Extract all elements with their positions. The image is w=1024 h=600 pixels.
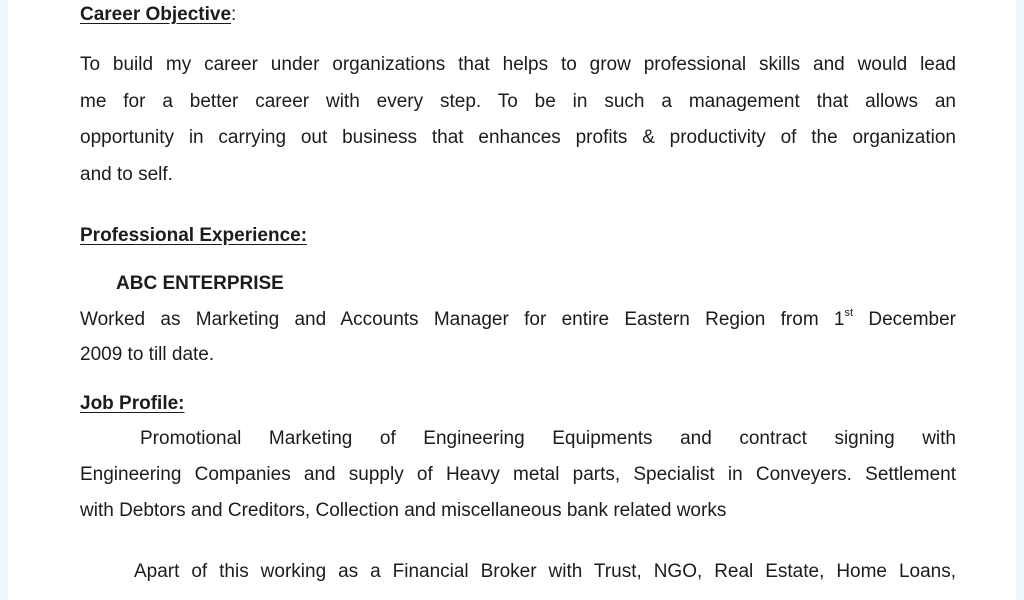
- ordinal-suffix: st: [844, 307, 854, 319]
- career-objective-text: [80, 47, 956, 193]
- role-text: Worked as Marketing and Accounts Manager for entire Eastern Region from 1: [80, 309, 845, 330]
- role-text-end: December: [853, 309, 956, 330]
- heading-colon: :: [231, 4, 237, 25]
- career-objective-heading: [80, 4, 236, 26]
- page-right-margin: [1016, 0, 1024, 600]
- job-profile-line: with Debtors and Creditors, Collection and miscellaneous bank related works: [80, 500, 727, 521]
- job-profile-line: Promotional Marketing of Engineering Equipments and contract signing with: [140, 428, 956, 449]
- page-left-margin: [0, 0, 8, 600]
- objective-line: and to self.: [80, 163, 173, 185]
- role-description: [80, 302, 956, 372]
- role-line: [80, 302, 956, 337]
- job-profile-heading: Job Profile:: [80, 393, 185, 414]
- role-line: 2009 to till date.: [80, 344, 215, 365]
- objective-line: opportunity in carrying out business that enhances profits & productivity of the organization: [80, 127, 956, 148]
- objective-line: To build my career under organizations that helps to grow professional skills and would lead: [80, 54, 956, 75]
- career-objective-heading-text: Career Objective: [80, 4, 232, 25]
- professional-experience-heading: Professional Experience:: [80, 225, 308, 246]
- job-profile-line: Engineering Companies and supply of Heavy metal parts, Specialist in Conveyers. Settlement: [80, 464, 956, 485]
- job-profile-text: [80, 421, 956, 529]
- objective-line: me for a better career with every step. To be in such a management that allows an: [80, 90, 956, 112]
- broker-line: Apart of this working as a Financial Broker with Trust, NGO, Real Estate, Home Loans,: [134, 561, 956, 582]
- broker-paragraph: [80, 554, 956, 591]
- company-name: ABC ENTERPRISE: [116, 273, 284, 294]
